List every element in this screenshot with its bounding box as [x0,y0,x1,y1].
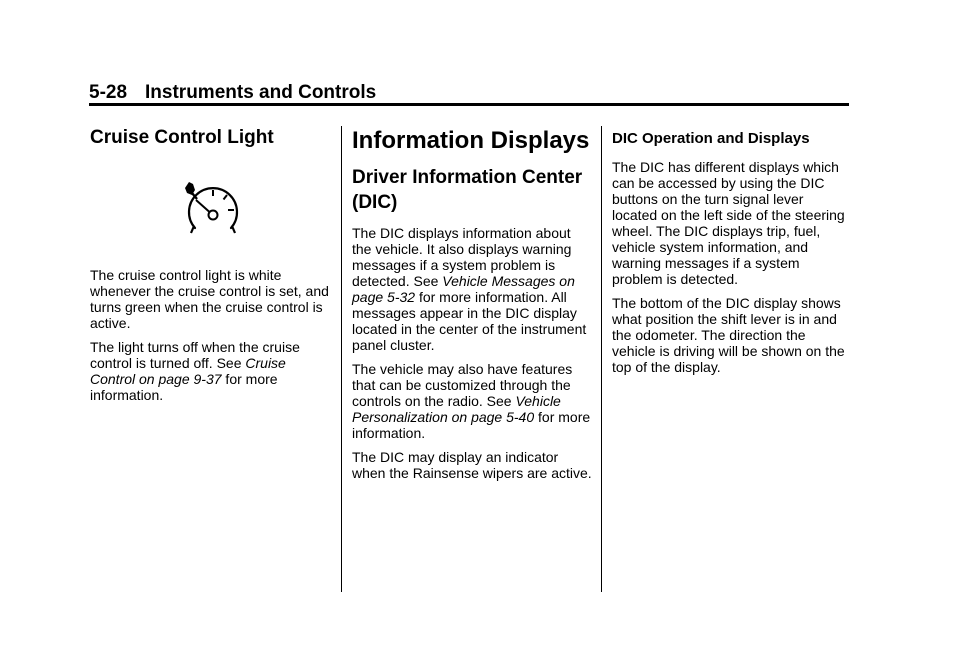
subsection-title: DIC Operation and Displays [612,130,810,147]
paragraph: The vehicle may also have features that can be customized through the controls on the radio. See Vehicle Personalization on page 5-40 for more information. [352,361,591,441]
chapter-heading: Information Displays [352,127,590,154]
chapter-title: Instruments and Controls [145,82,377,103]
column-information-displays [352,126,592,481]
column-cruise-control-light [90,126,330,403]
section-title: Cruise Control Light [90,127,274,148]
paragraph: The bottom of the DIC display shows what position the shift lever is in and the odometer. The direction the vehicle is driving will be shown on the top of the display. [612,295,845,375]
paragraph: The light turns off when the cruise control is turned off. See Cruise Control on page 9-37 for more information. [90,339,300,403]
section-title: Driver Information Center (DIC) [352,167,583,213]
paragraph: The DIC displays information about the vehicle. It also displays warning messages if a system problem is detected. See Vehicle Messages on page 5-32 for more information. All messages appear in the DIC display located in the center of the instrument panel cluster. [352,225,587,353]
paragraph: The cruise control light is white whenever the cruise control is set, and turns green when the cruise control is active. [90,267,329,331]
page-number: 5-28 [89,82,128,103]
header-rule [89,103,849,106]
cruise-control-icon [183,180,243,240]
cross-reference: Cruise Control on page 9-37 [90,355,286,387]
paragraph: The DIC may display an indicator when the Rainsense wipers are active. [352,449,592,481]
running-header [89,82,376,104]
column-dic-operation [612,126,852,375]
paragraph: The DIC has different displays which can be accessed by using the DIC buttons on the turn signal lever located on the left side of the steering wheel. The DIC displays trip, fuel, vehicle system information, and warning messages if a system problem is detected. [612,159,845,287]
cross-reference: Vehicle Personalization on page 5-40 [352,393,561,425]
column-divider [341,126,342,592]
cross-reference: Vehicle Messages on page 5-32 [352,273,575,305]
column-divider [601,126,602,592]
